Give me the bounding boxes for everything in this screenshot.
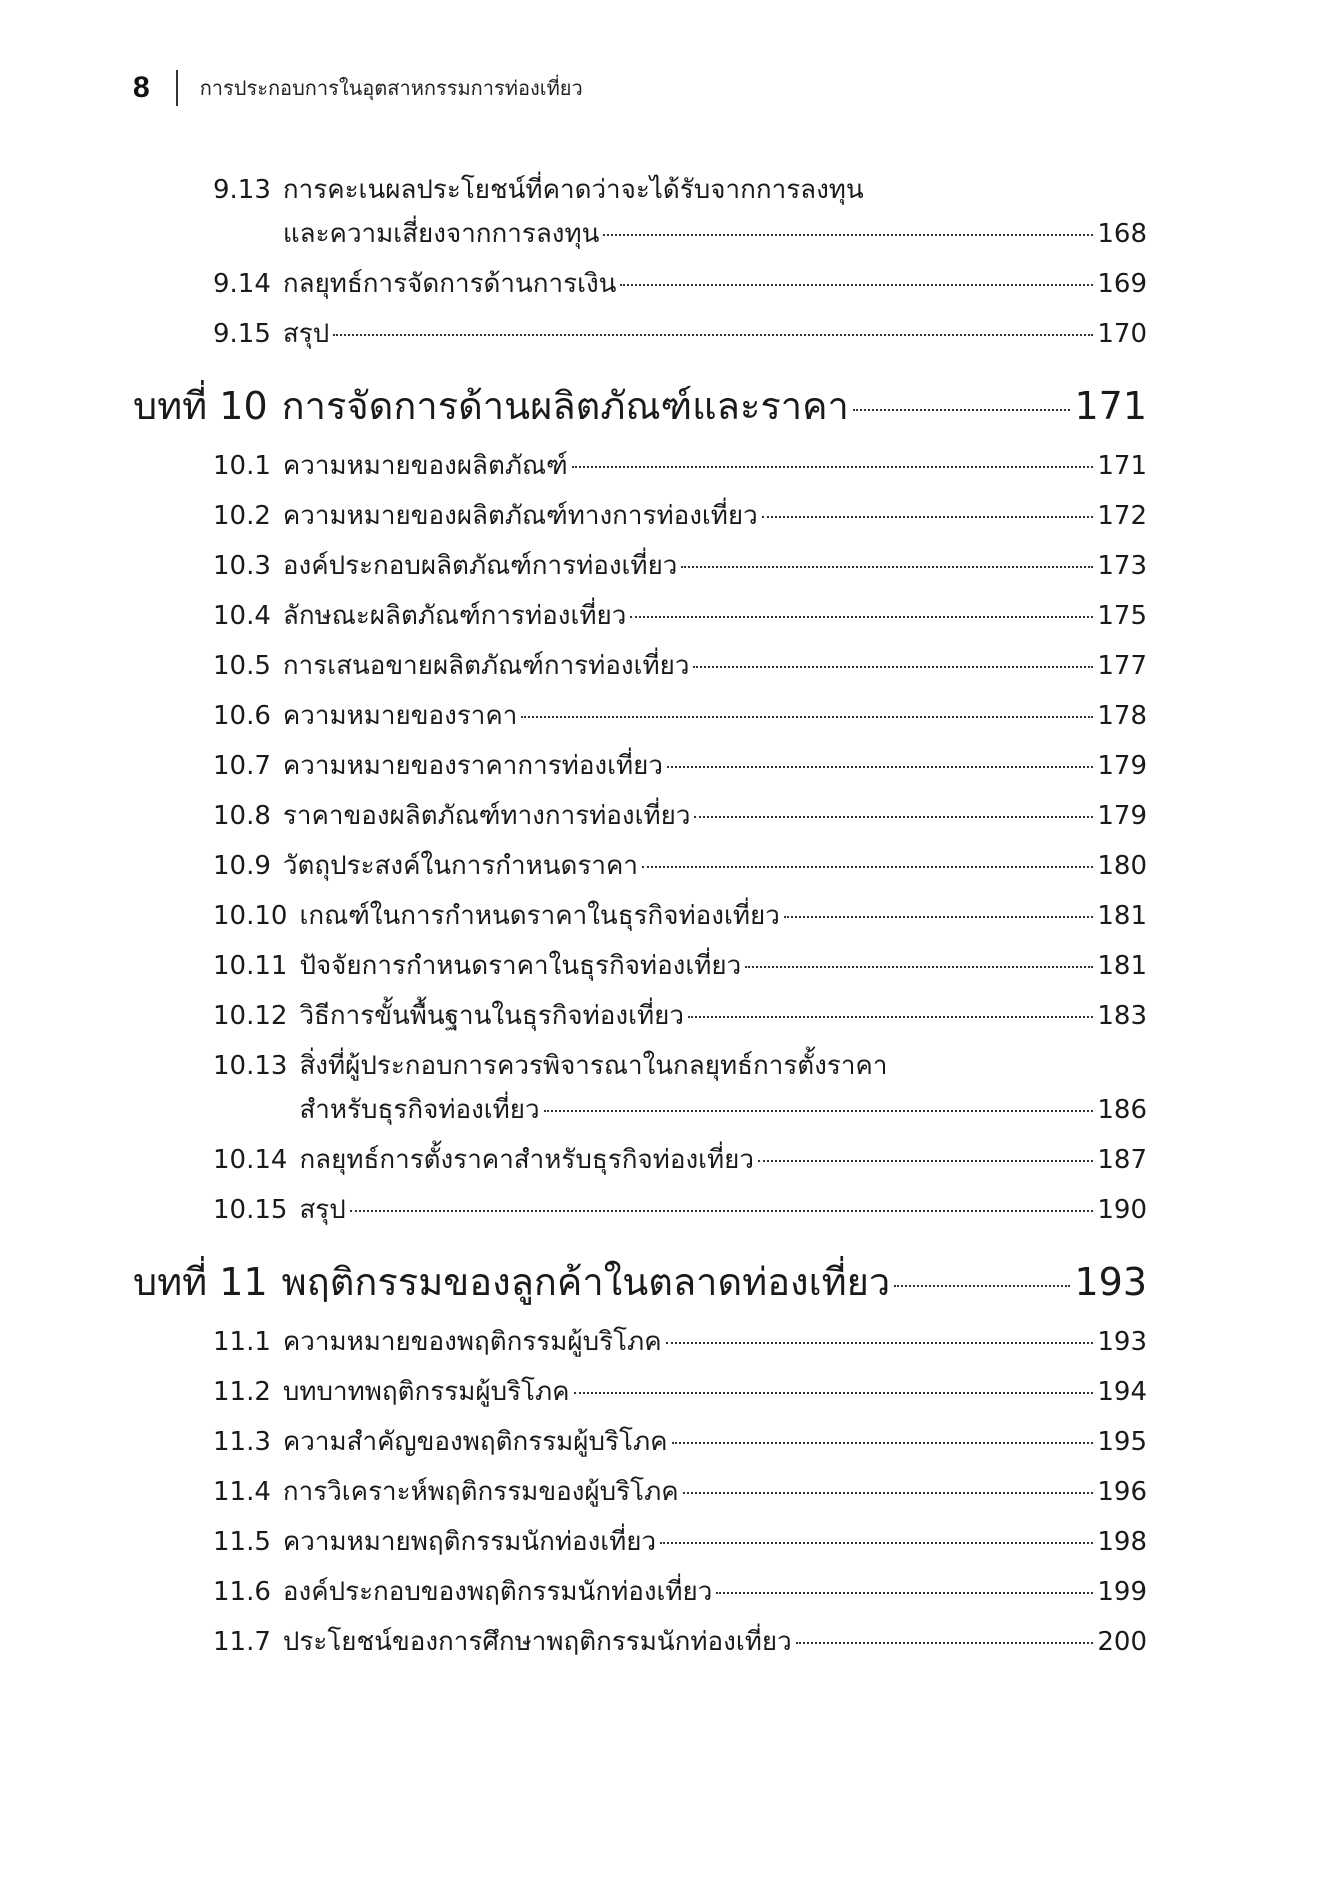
dot-leader [745,966,1093,968]
toc-entry-title: การเสนอขายผลิตภัณฑ์การท่องเที่ยว [282,651,690,681]
toc-entry-title: ความหมายของพฤติกรรมผู้บริโภค [282,1327,662,1357]
dot-leader [544,1110,1094,1112]
toc-entry-number: 10.7 [213,751,271,781]
dot-leader [620,284,1093,286]
toc-entry-page: 199 [1097,1577,1147,1607]
toc-entry-title: ราคาของผลิตภัณฑ์ทางการท่องเที่ยว [282,801,691,831]
chapter-label: บทที่ 11 [133,1260,268,1304]
toc-entry-number: 10.2 [213,501,271,531]
toc-entry[interactable] [133,552,1147,580]
toc-entry-title: ความหมายของราคา [282,701,518,731]
toc-entry-number: 9.14 [213,269,271,299]
toc-entry-number: 11.1 [213,1327,271,1357]
toc-entry-title: วัตถุประสงค์ในการกำหนดราคา [282,851,638,881]
toc-entry-number: 9.13 [213,175,271,205]
toc-entry-title: ความหมายของผลิตภัณฑ์ [282,451,568,481]
toc-entry[interactable] [133,1478,1147,1506]
toc-entry-number: 10.6 [213,701,271,731]
toc-entry-title: สำหรับธุรกิจท่องเที่ยว [299,1095,540,1125]
toc-entry-page: 187 [1097,1145,1147,1175]
toc-entry-title: ลักษณะผลิตภัณฑ์การท่องเที่ยว [282,601,627,631]
toc-entry-number: 9.15 [213,319,271,349]
chapter-10-entries [133,452,1147,1224]
toc-entry-title: กลยุทธ์การจัดการด้านการเงิน [282,269,617,299]
toc-entry[interactable] [133,502,1147,530]
dot-leader [667,766,1093,768]
dot-leader [683,1492,1094,1494]
toc-entry[interactable] [133,852,1147,880]
toc-entry-title: กลยุทธ์การตั้งราคาสำหรับธุรกิจท่องเที่ยว [299,1145,754,1175]
toc-entry-page: 175 [1097,601,1147,631]
toc-entry-page: 183 [1097,1001,1147,1031]
dot-leader [630,616,1093,618]
toc-entry[interactable] [133,320,1147,348]
toc-entry-page: 181 [1097,901,1147,931]
chapter-11-entries [133,1328,1147,1656]
toc-entry-page: 179 [1097,751,1147,781]
toc-entry-page: 178 [1097,701,1147,731]
toc-entry-number: 11.3 [213,1427,271,1457]
toc-entry-number: 10.4 [213,601,271,631]
toc-entry[interactable] [133,1328,1147,1356]
page-header [133,70,583,106]
toc-entry-page: 170 [1097,319,1147,349]
toc-entry-number: 11.7 [213,1627,271,1657]
dot-leader [350,1210,1094,1212]
toc-entry[interactable] [133,1378,1147,1406]
toc-entry-title: เกณฑ์ในการกำหนดราคาในธุรกิจท่องเที่ยว [299,901,780,931]
chapter-title: พฤติกรรมของลูกค้าในตลาดท่องเที่ยว [281,1260,891,1304]
toc-entry-page: 177 [1097,651,1147,681]
toc-entry-page: 196 [1097,1477,1147,1507]
dot-leader [762,516,1094,518]
toc-entry[interactable] [133,1428,1147,1456]
page-number: 8 [133,71,150,104]
dot-leader [894,1285,1070,1287]
toc-entry[interactable] [133,1628,1147,1656]
toc-entry-title: สรุป [299,1195,346,1225]
toc-entry-page: 173 [1097,551,1147,581]
toc-entry-title: สรุป [282,319,330,349]
toc-entry-title-line1: การคะเนผลประโยชน์ที่คาดว่าจะได้รับจากการลงทุน [282,175,864,205]
toc-entry-page: 193 [1097,1327,1147,1357]
toc-entry-number: 10.12 [213,1001,288,1031]
toc-entry[interactable] [133,1052,1147,1124]
toc-entry-page: 172 [1097,501,1147,531]
toc-entry-page: 179 [1097,801,1147,831]
toc-entry-title: ความหมายของผลิตภัณฑ์ทางการท่องเที่ยว [282,501,758,531]
toc-entry-page: 181 [1097,951,1147,981]
toc-entry-number: 10.10 [213,901,288,931]
dot-leader [603,234,1093,236]
toc-entry-number: 10.11 [213,951,288,981]
toc-entry-number: 10.13 [213,1051,288,1081]
toc-entry-title: การวิเคราะห์พฤติกรรมของผู้บริโภค [282,1477,679,1507]
toc-entry-title: ความหมายของราคาการท่องเที่ยว [282,751,663,781]
toc-entry[interactable] [133,652,1147,680]
chapter-title: การจัดการด้านผลิตภัณฑ์และราคา [281,384,849,428]
toc-entry-page: 180 [1097,851,1147,881]
toc-entry-title: องค์ประกอบผลิตภัณฑ์การท่องเที่ยว [282,551,678,581]
toc-entry[interactable] [133,270,1147,298]
toc-entry-title: ปัจจัยการกำหนดราคาในธุรกิจท่องเที่ยว [299,951,742,981]
toc-entry-page: 171 [1097,451,1147,481]
toc-entry-page: 168 [1097,219,1147,249]
toc-entry-title: ความสำคัญของพฤติกรรมผู้บริโภค [282,1427,668,1457]
toc-entry-number: 10.5 [213,651,271,681]
toc-entry-title: และความเสี่ยงจากการลงทุน [282,219,600,249]
toc-entry-number: 10.9 [213,851,271,881]
chapter-page: 193 [1074,1260,1147,1304]
toc-entry-title: องค์ประกอบของพฤติกรรมนักท่องเที่ยว [282,1577,713,1607]
dot-leader [853,409,1071,411]
toc-entry-number: 11.6 [213,1577,271,1607]
dot-leader [521,716,1093,718]
dot-leader [572,466,1094,468]
toc-entry[interactable] [133,702,1147,730]
toc-entry-number: 10.8 [213,801,271,831]
toc-entry[interactable] [133,1146,1147,1174]
toc-entry-page: 186 [1097,1095,1147,1125]
dot-leader [796,1642,1094,1644]
toc-entry-title: บทบาทพฤติกรรมผู้บริโภค [282,1377,570,1407]
dot-leader [574,1392,1094,1394]
toc-entry[interactable] [133,802,1147,830]
toc-entry-number: 10.14 [213,1145,288,1175]
dot-leader [672,1442,1094,1444]
dot-leader [688,1016,1093,1018]
toc-entry-page: 195 [1097,1427,1147,1457]
toc-entry-page: 200 [1097,1627,1147,1657]
chapter-page: 171 [1074,384,1147,428]
toc-entry[interactable] [133,902,1147,930]
header-divider [176,70,178,106]
toc-entry-number: 11.5 [213,1527,271,1557]
dot-leader [333,334,1093,336]
dot-leader [758,1160,1093,1162]
toc-entry-title-line1: สิ่งที่ผู้ประกอบการควรพิจารณาในกลยุทธ์การตั้งราคา [299,1051,888,1081]
dot-leader [660,1542,1093,1544]
toc-entry[interactable] [133,1002,1147,1030]
toc-entry[interactable] [133,952,1147,980]
toc-entry-page: 190 [1097,1195,1147,1225]
chapter-label: บทที่ 10 [133,384,268,428]
table-of-contents [133,176,1147,1678]
toc-entry-title: ประโยชน์ของการศึกษาพฤติกรรมนักท่องเที่ยว [282,1627,792,1657]
dot-leader [693,666,1093,668]
toc-entry[interactable] [133,452,1147,480]
toc-entry[interactable] [133,602,1147,630]
toc-entry-title: ความหมายพฤติกรรมนักท่องเที่ยว [282,1527,657,1557]
dot-leader [694,816,1093,818]
toc-entry-page: 194 [1097,1377,1147,1407]
dot-leader [642,866,1093,868]
toc-entry[interactable] [133,752,1147,780]
toc-entry[interactable] [133,1528,1147,1556]
dot-leader [784,916,1094,918]
toc-entry-number: 10.3 [213,551,271,581]
chapter-heading-11[interactable] [133,1262,1147,1302]
toc-entry[interactable] [133,176,1147,248]
dot-leader [681,566,1093,568]
dot-leader [666,1342,1094,1344]
running-title: การประกอบการในอุตสาหกรรมการท่องเที่ยว [199,76,583,100]
toc-entry-page: 198 [1097,1527,1147,1557]
toc-entry[interactable] [133,1196,1147,1224]
toc-entry-number: 11.2 [213,1377,271,1407]
chapter-heading-10[interactable] [133,386,1147,426]
toc-entry-number: 11.4 [213,1477,271,1507]
toc-entry-title: วิธีการขั้นพื้นฐานในธุรกิจท่องเที่ยว [299,1001,684,1031]
dot-leader [716,1592,1093,1594]
toc-entry-number: 10.15 [213,1195,288,1225]
toc-entry[interactable] [133,1578,1147,1606]
toc-entry-number: 10.1 [213,451,271,481]
toc-entry-page: 169 [1097,269,1147,299]
